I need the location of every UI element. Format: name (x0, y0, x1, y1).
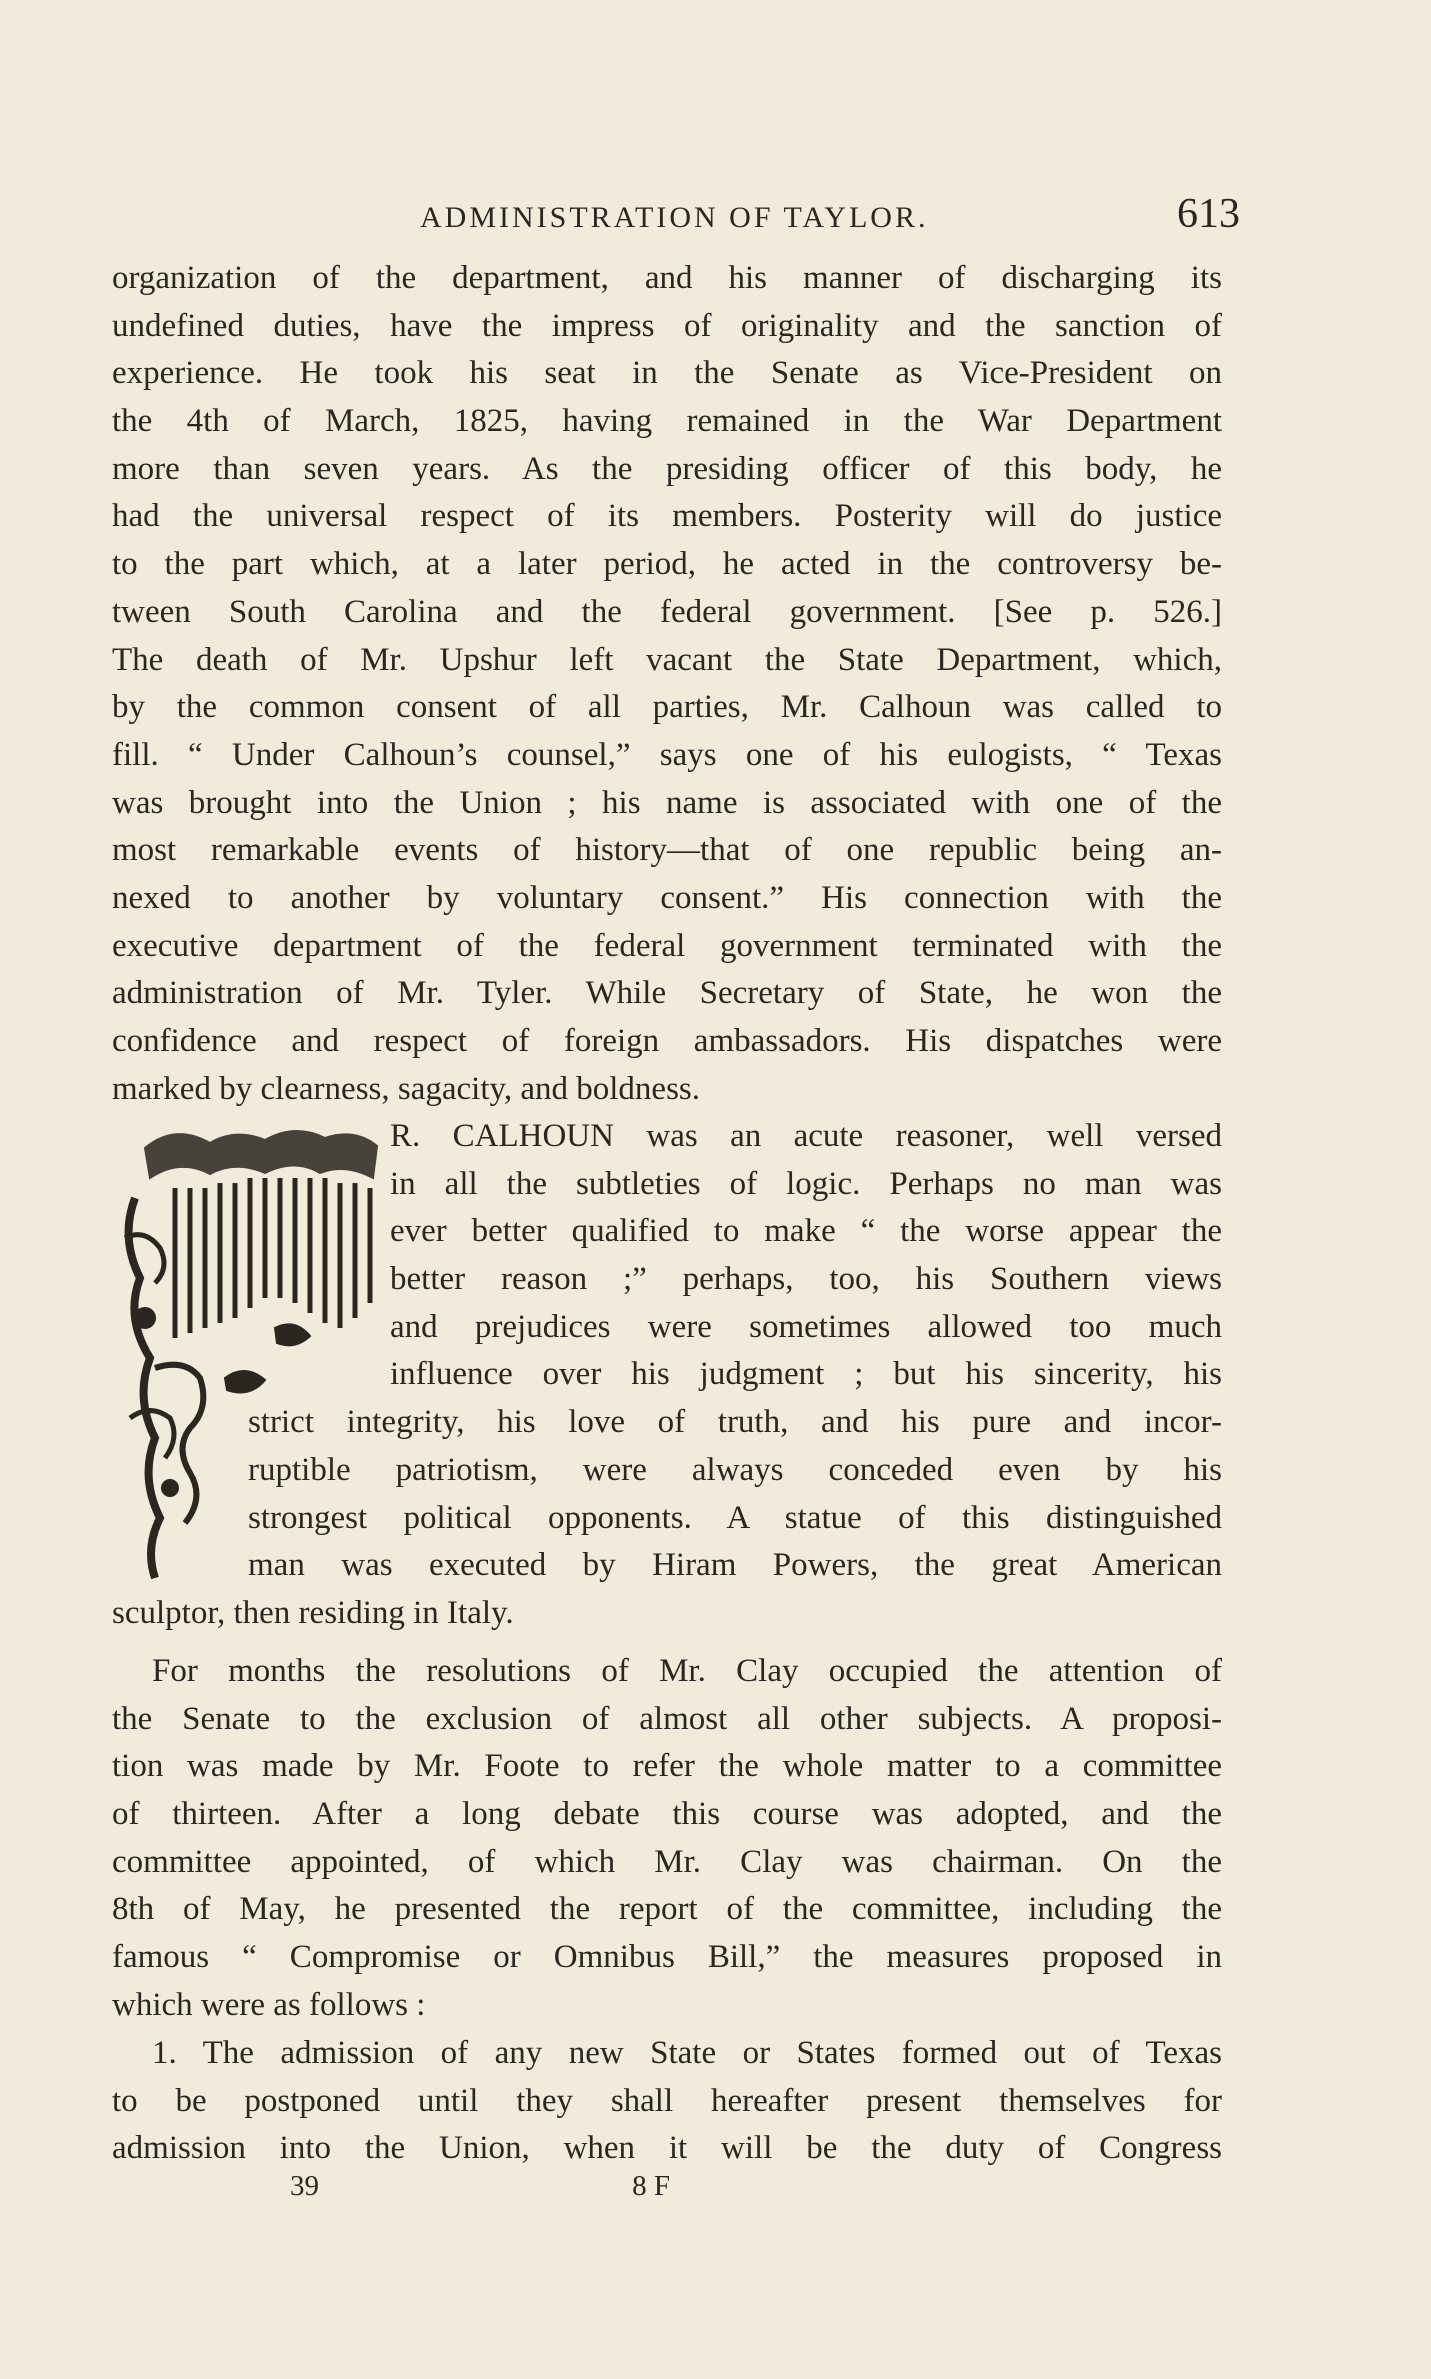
text-line: fill. “ Under Calhoun’s counsel,” says one of his eulogists, “ Texas (112, 736, 1222, 773)
text-line: ruptible patriotism, were always conceded even by his (248, 1451, 1222, 1488)
text-line: undefined duties, have the impress of originality and the sanction of (112, 307, 1222, 344)
text-line: confidence and respect of foreign ambassadors. His dispatches were (112, 1023, 1222, 1059)
text-line: 8th of May, he presented the report of the committee, including the (112, 1891, 1222, 1928)
text-line: in all the subtleties of logic. Perhaps no man was (390, 1165, 1222, 1202)
running-head (420, 190, 1240, 238)
text-line: For months the resolutions of Mr. Clay occupied the attention of (152, 1653, 1222, 1689)
paragraph-1 (112, 255, 1222, 1113)
text-line: to be postponed until they shall hereafter present themselves for (112, 2082, 1222, 2119)
text-line: and prejudices were sometimes allowed too much (390, 1308, 1222, 1345)
text-line: famous “ Compromise or Omnibus Bill,” the measures proposed in (112, 1939, 1222, 1976)
text-line: by the common consent of all parties, Mr. Calhoun was called to (112, 689, 1222, 726)
text-line: experience. He took his seat in the Senate as Vice-President on (112, 355, 1222, 392)
text-line: tion was made by Mr. Foote to refer the whole matter to a committee (112, 1748, 1222, 1785)
text-line: nexed to another by voluntary consent.” His connection with the (112, 879, 1222, 916)
signature-mark-left: 39 (290, 2170, 319, 2202)
text-line: The death of Mr. Upshur left vacant the State Department, which, (112, 641, 1222, 678)
page-footer (290, 2170, 670, 2203)
text-line: the 4th of March, 1825, having remained in the War Department (112, 403, 1222, 440)
text-line: strict integrity, his love of truth, and his pure and incor- (248, 1404, 1222, 1441)
text-line: R. CALHOUN was an acute reasoner, well versed (390, 1118, 1222, 1154)
text-line: executive department of the federal government terminated with the (112, 927, 1222, 964)
text-line: committee appointed, of which Mr. Clay was chairman. On the (112, 1843, 1222, 1880)
text-line: to the part which, at a later period, he acted in the controversy be- (112, 546, 1222, 583)
text-line: better reason ;” perhaps, too, his Southern views (390, 1261, 1222, 1298)
text-line: more than seven years. As the presiding officer of this body, he (112, 450, 1222, 487)
running-title: ADMINISTRATION OF TAYLOR. (420, 201, 929, 234)
signature-mark-right: 8 F (632, 2170, 670, 2202)
text-line: was brought into the Union ; his name is associated with one of the (112, 784, 1222, 821)
text-line: admission into the Union, when it will be the duty of Congress (112, 2130, 1222, 2167)
text-line: 1. The admission of any new State or States formed out of Texas (152, 2035, 1222, 2071)
text-line: man was executed by Hiram Powers, the great American (248, 1547, 1222, 1584)
page-number: 613 (1177, 191, 1240, 237)
text-line: administration of Mr. Tyler. While Secretary of State, he won the (112, 975, 1222, 1012)
paragraph-3 (112, 1648, 1222, 2030)
text-line: strongest political opponents. A statue of this distinguished (248, 1499, 1222, 1536)
text-line: the Senate to the exclusion of almost all other subjects. A proposi- (112, 1700, 1222, 1737)
text-line: tween South Carolina and the federal government. [See p. 526.] (112, 593, 1222, 630)
paragraph-2 (112, 1113, 1222, 1638)
paragraph-4 (112, 2030, 1222, 2173)
text-line: had the universal respect of its members. Posterity will do justice (112, 498, 1222, 535)
text-line: which were as follows : (112, 1986, 426, 2023)
text-line: of thirteen. After a long debate this course was adopted, and the (112, 1796, 1222, 1833)
text-line: marked by clearness, sagacity, and boldness. (112, 1070, 701, 1107)
text-line: influence over his judgment ; but his sincerity, his (390, 1356, 1222, 1393)
text-line: sculptor, then residing in Italy. (112, 1594, 514, 1631)
text-line: most remarkable events of history—that of one republic being an- (112, 832, 1222, 869)
text-line: ever better qualified to make “ the worse appear the (390, 1213, 1222, 1250)
text-line: organization of the department, and his manner of discharging its (112, 260, 1222, 296)
